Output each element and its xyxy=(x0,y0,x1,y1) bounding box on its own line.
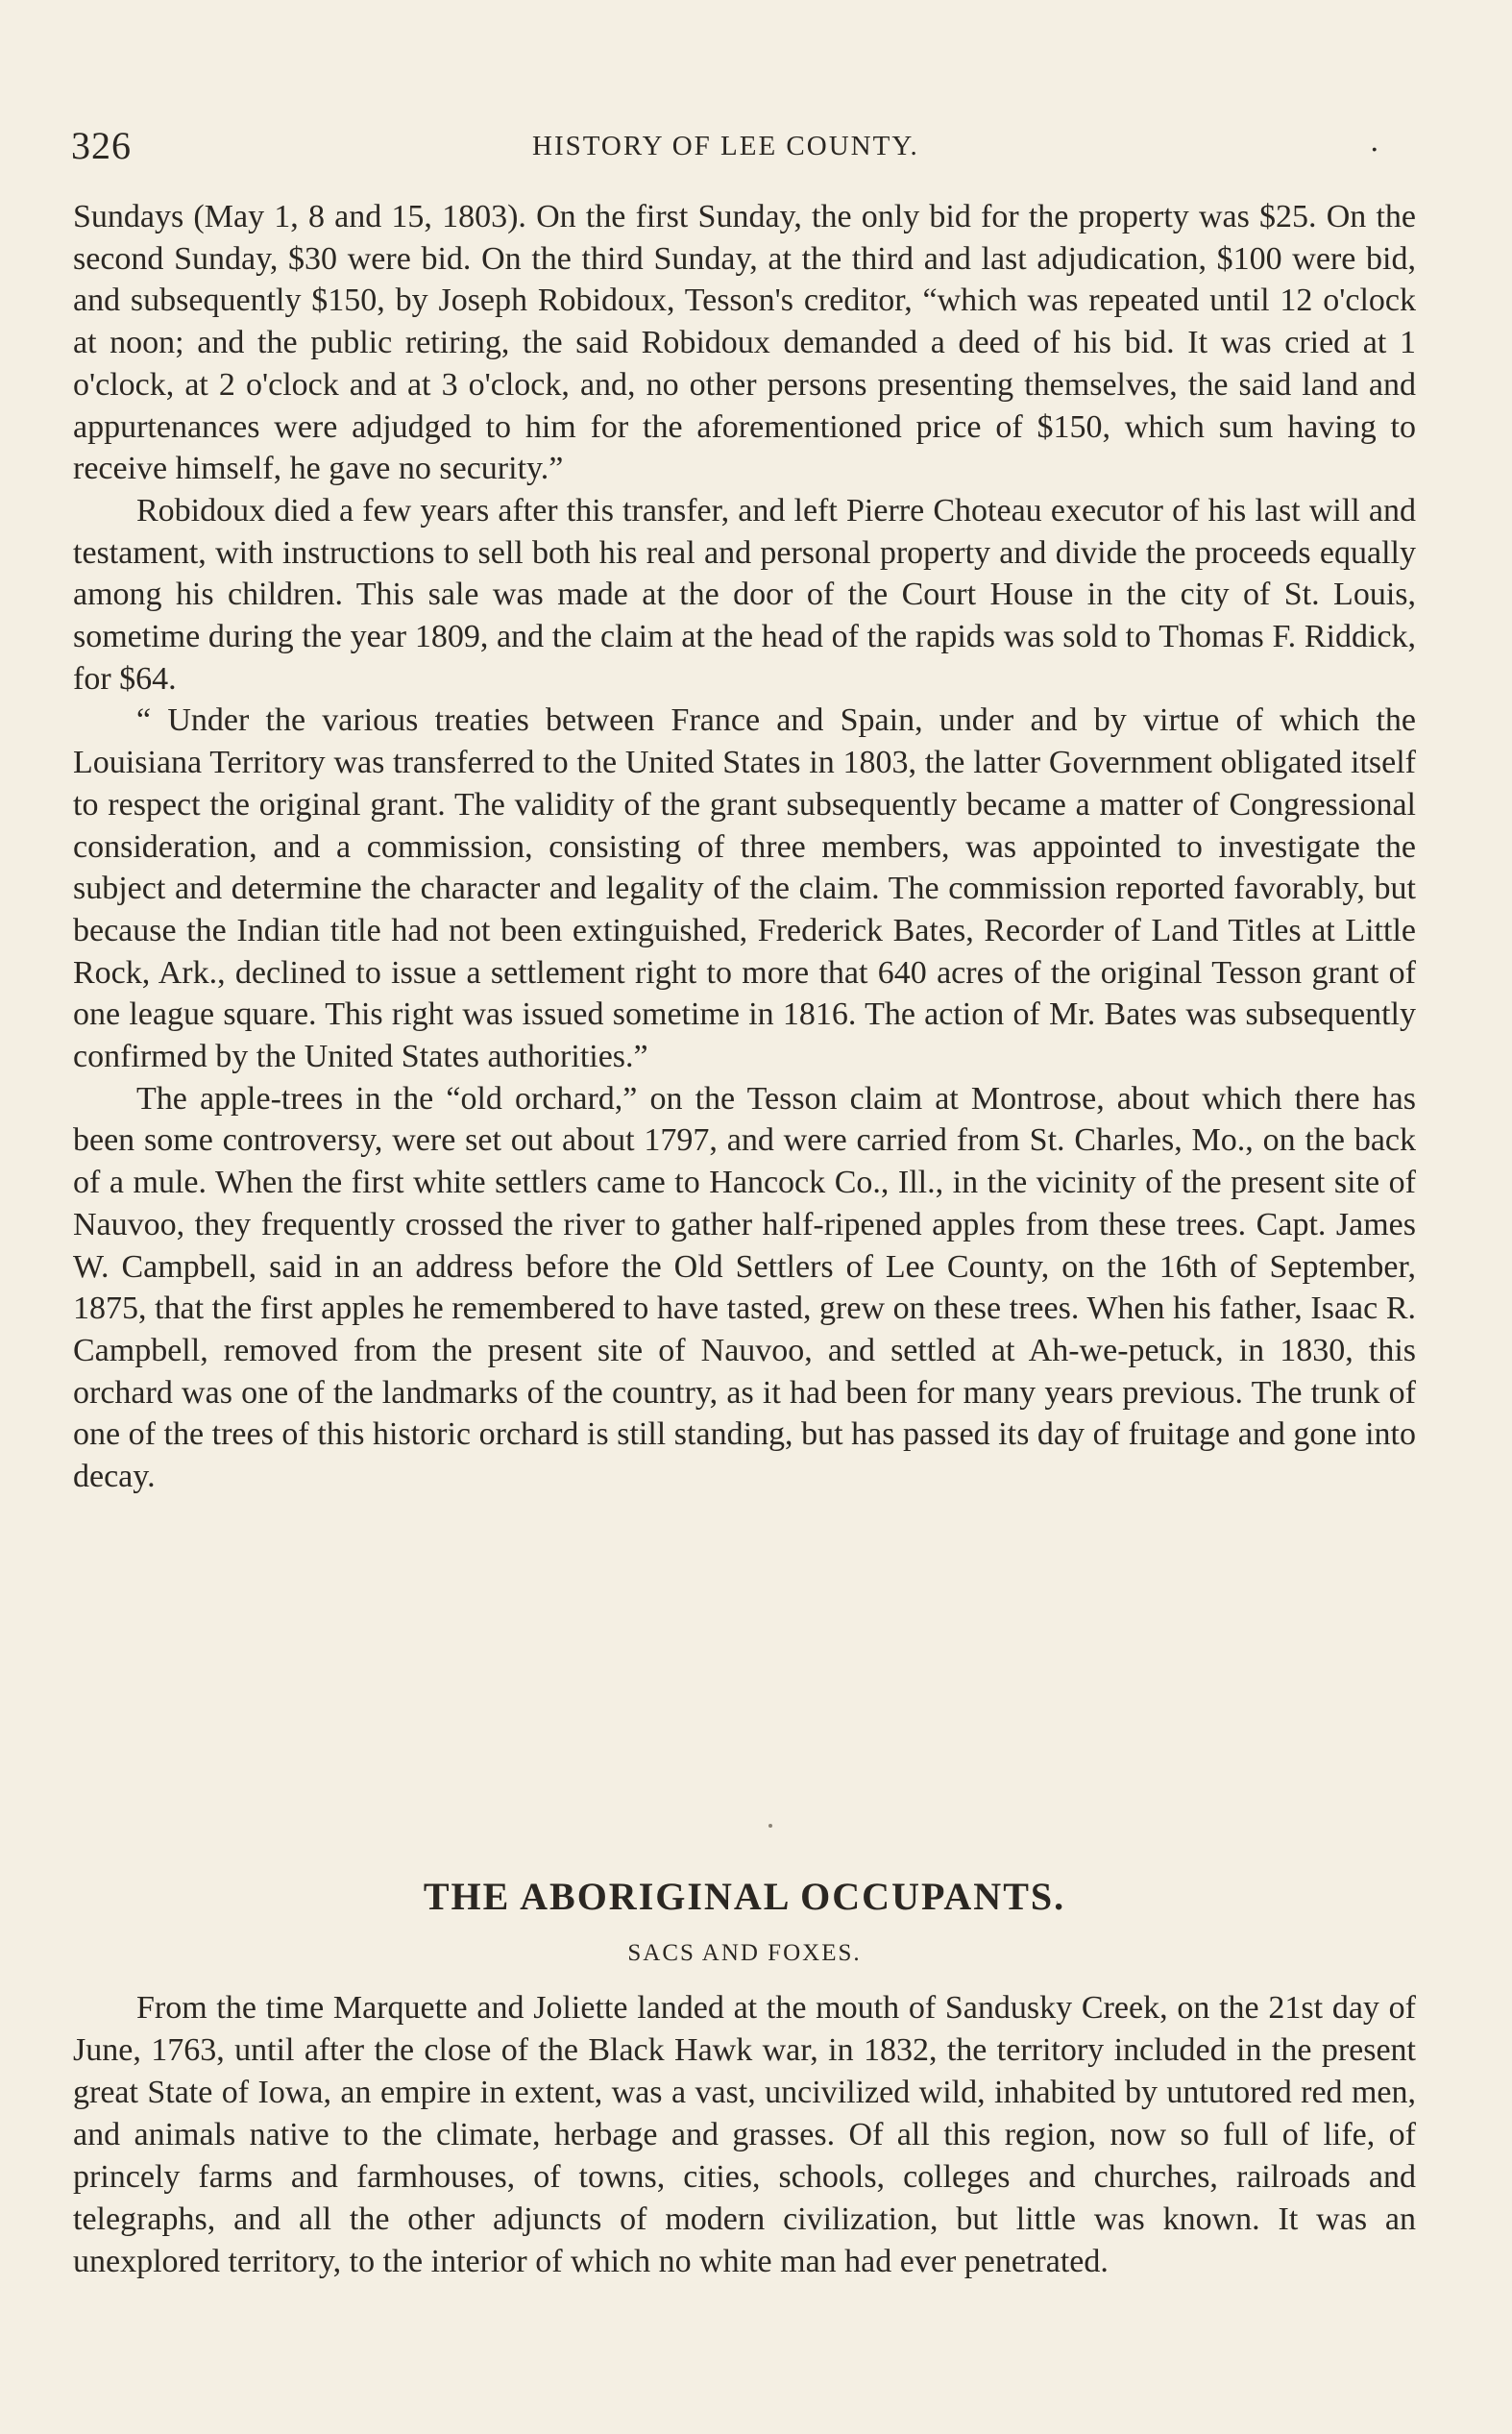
main-text xyxy=(73,196,1416,1498)
paragraph-3: “ Under the various treaties between France and Spain, under and by virtue of which the Louisiana Territory was transferred to the United States in 1803, the latter Government obligated itself to respect the original grant. The validity of the grant subsequently became a matter of Congressional consideration, and a commission, consisting of three members, was appointed to investigate the subject and determine the character and legality of the claim. The commission reported favorably, but because the Indian title had not been extinguished, Frederick Bates, Recorder of Land Titles at Little Rock, Ark., declined to issue a settlement right to more that 640 acres of the original Tesson grant of one league square. This right was issued sometime in 1816. The action of Mr. Bates was subsequently confirmed by the United States authorities.” xyxy=(73,702,1416,1075)
paragraph-2: Robidoux died a few years after this transfer, and left Pierre Choteau executor of his last will and testament, with instructions to sell both his real and personal property and divide the proceeds equally among his children. This sale was made at the door of the Court House in the city of St. Louis, sometime during the year 1809, and the claim at the head of the rapids was sold to Thomas F. Riddick, for $64. xyxy=(73,492,1416,697)
section-aboriginal-occupants xyxy=(73,1870,1416,2283)
section-title: THE ABORIGINAL OCCUPANTS. xyxy=(423,1875,1066,1918)
paragraph-4: The apple-trees in the “old orchard,” on the Tesson claim at Montrose, about which there has been some controversy, were set out about 1797, and were carried from St. Charles, Mo., on the back of a mule. When the first white settlers came to Hancock Co., Ill., in the vicinity of the present site of Nauvoo, they frequently crossed the river to gather half-ripened apples from these trees. Capt. James W. Campbell, said in an address before the Old Settlers of Lee County, on the 16th of September, 1875, that the first apples he remembered to have tasted, grew on these trees. When his father, Isaac R. Campbell, removed from the present site of Nauvoo, and settled at Ah-we-petuck, in 1830, this orchard was one of the landmarks of the country, as it had been for many years previous. The trunk of one of the trees of this historic orchard is still standing, but has passed its day of fruitage and gone into decay. xyxy=(73,1080,1416,1495)
section-mark xyxy=(768,1824,772,1828)
running-head: HISTORY OF LEE COUNTY. xyxy=(532,131,919,161)
section-subtitle: SACS AND FOXES. xyxy=(627,1940,862,1966)
page-number: 326 xyxy=(71,124,132,167)
page-header xyxy=(71,123,1454,171)
section-paragraph: From the time Marquette and Joliette landed at the mouth of Sandusky Creek, on the 21st day of June, 1763, until after the close of the Black Hawk war, in 1832, the territory included in the present great State of Iowa, an empire in extent, was a vast, uncivilized wild, inhabited by untutored red men, and animals native to the climate, herbage and grasses. Of all this region, now so full of life, of princely farms and farmhouses, of towns, cities, schools, colleges and churches, railroads and telegraphs, and all the other adjuncts of modern civilization, but little was known. It was an unexplored territory, to the interior of which no white man had ever penetrated. xyxy=(73,1990,1416,2279)
paragraph-1: Sundays (May 1, 8 and 15, 1803). On the first Sunday, the only bid for the property was $25. On the second Sunday, $30 were bid. On the third Sunday, at the third and last adjudication, $100 were bid, and subsequently $150, by Joseph Robidoux, Tesson's creditor, “which was repeated until 12 o'clock at noon; and the public retiring, the said Robidoux demanded a deed of his bid. It was cried at 1 o'clock, at 2 o'clock and at 3 o'clock, and, no other persons presenting themselves, the said land and appurtenances were adjudged to him for the aforementioned price of $150, which sum having to receive himself, he gave no security.” xyxy=(73,199,1416,487)
header-dot: . xyxy=(1370,125,1379,159)
